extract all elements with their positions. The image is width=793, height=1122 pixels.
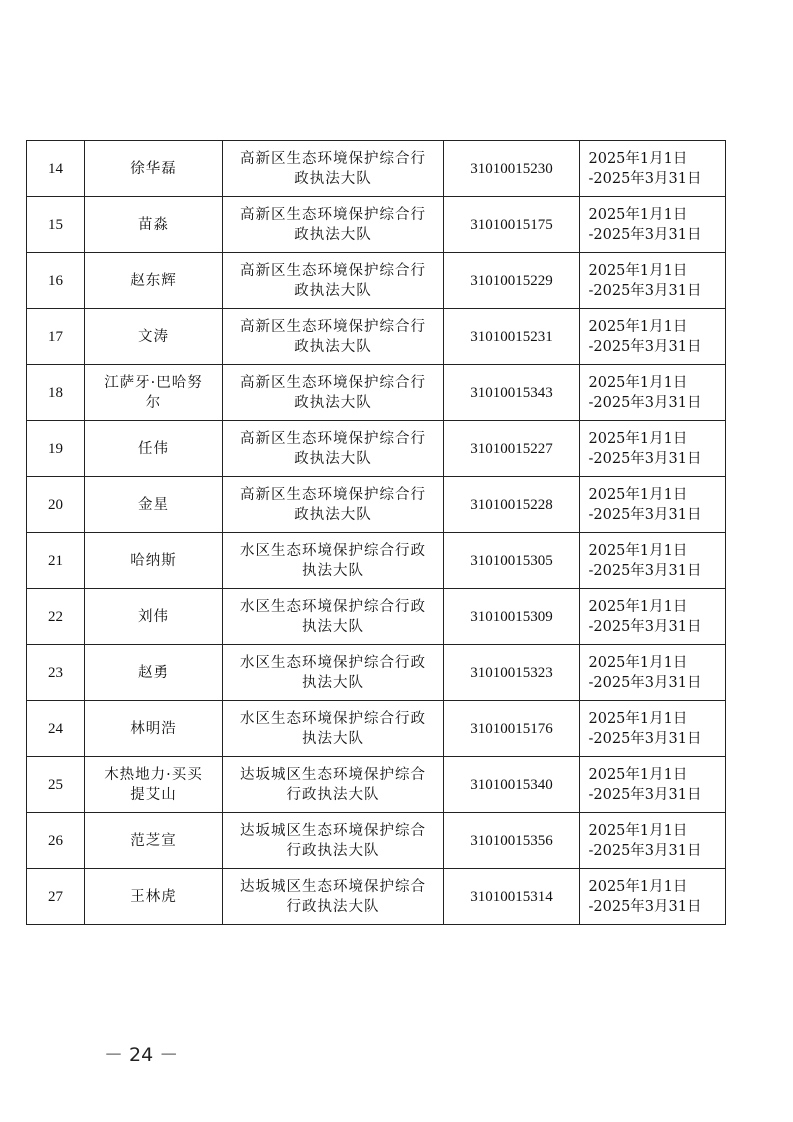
period-cell [580,253,726,309]
department-name: 水区生态环境保护综合行政执法大队 [240,654,426,691]
row-number: 14 [48,160,63,177]
period-cell [580,757,726,813]
table-row [27,309,726,365]
department-cell [223,757,444,813]
period-start: 2025年1月1日 [588,486,688,503]
certificate-cell [444,309,580,365]
person-name: 范芝宣 [130,832,177,849]
certificate-cell [444,141,580,197]
period-cell [580,533,726,589]
row-number: 22 [48,608,63,625]
department-cell [223,141,444,197]
table-row [27,197,726,253]
row-number-cell [27,197,85,253]
person-name: 哈纳斯 [130,552,177,569]
period-end: -2025年3月31日 [588,898,702,915]
validity-period [589,373,717,413]
certificate-number: 31010015227 [470,440,553,457]
certificate-cell [444,533,580,589]
validity-period [589,205,717,245]
period-cell [580,869,726,925]
period-start: 2025年1月1日 [588,766,688,783]
department-name: 高新区生态环境保护综合行政执法大队 [240,486,426,523]
period-start: 2025年1月1日 [588,878,688,895]
name-cell [85,813,223,869]
period-start: 2025年1月1日 [588,430,688,447]
person-name: 刘伟 [138,608,169,625]
validity-period [589,877,717,917]
period-end: -2025年3月31日 [588,562,702,579]
person-name: 赵勇 [138,664,169,681]
certificate-cell [444,813,580,869]
period-start: 2025年1月1日 [588,654,688,671]
validity-period [589,821,717,861]
period-end: -2025年3月31日 [588,842,702,859]
period-end: -2025年3月31日 [588,506,702,523]
row-number-cell [27,701,85,757]
period-end: -2025年3月31日 [588,282,702,299]
row-number: 24 [48,720,63,737]
period-start: 2025年1月1日 [588,598,688,615]
department-cell [223,701,444,757]
person-name: 木热地力·买买提艾山 [104,766,203,803]
certificate-number: 31010015309 [470,608,553,625]
person-name: 徐华磊 [130,160,177,177]
validity-period [589,261,717,301]
table-row [27,253,726,309]
certificate-cell [444,477,580,533]
period-end: -2025年3月31日 [588,674,702,691]
period-end: -2025年3月31日 [588,730,702,747]
page-number: － 24 － [104,1044,179,1066]
row-number-cell [27,869,85,925]
row-number-cell [27,645,85,701]
department-name: 达坂城区生态环境保护综合行政执法大队 [240,822,426,859]
person-name: 王林虎 [130,888,177,905]
department-cell [223,869,444,925]
person-name: 任伟 [138,440,169,457]
period-end: -2025年3月31日 [588,786,702,803]
period-cell [580,365,726,421]
row-number-cell [27,141,85,197]
period-cell [580,309,726,365]
row-number: 21 [48,552,63,569]
period-start: 2025年1月1日 [588,822,688,839]
table-row [27,645,726,701]
person-name: 文涛 [138,328,169,345]
person-name: 江萨牙·巴哈努尔 [104,374,203,411]
roster-table-body [27,141,726,925]
department-name: 水区生态环境保护综合行政执法大队 [240,598,426,635]
person-name: 苗淼 [138,216,169,233]
row-number: 26 [48,832,63,849]
name-cell [85,253,223,309]
certificate-cell [444,869,580,925]
certificate-number: 31010015343 [470,384,553,401]
department-name: 高新区生态环境保护综合行政执法大队 [240,374,426,411]
row-number: 23 [48,664,63,681]
table-row [27,141,726,197]
certificate-number: 31010015305 [470,552,553,569]
name-cell [85,141,223,197]
row-number-cell [27,365,85,421]
period-cell [580,421,726,477]
department-cell [223,421,444,477]
name-cell [85,757,223,813]
row-number: 20 [48,496,63,513]
row-number: 16 [48,272,63,289]
table-row [27,701,726,757]
certificate-number: 31010015323 [470,664,553,681]
certificate-cell [444,589,580,645]
period-cell [580,589,726,645]
period-cell [580,645,726,701]
row-number-cell [27,309,85,365]
table-row [27,757,726,813]
department-name: 达坂城区生态环境保护综合行政执法大队 [240,766,426,803]
validity-period [589,317,717,357]
department-cell [223,309,444,365]
name-cell [85,365,223,421]
row-number-cell [27,533,85,589]
table-row [27,365,726,421]
period-start: 2025年1月1日 [588,374,688,391]
certificate-number: 31010015229 [470,272,553,289]
department-name: 水区生态环境保护综合行政执法大队 [240,542,426,579]
period-end: -2025年3月31日 [588,226,702,243]
department-cell [223,533,444,589]
period-cell [580,813,726,869]
table-row [27,589,726,645]
period-end: -2025年3月31日 [588,618,702,635]
period-end: -2025年3月31日 [588,450,702,467]
name-cell [85,421,223,477]
name-cell [85,645,223,701]
certificate-number: 31010015356 [470,832,553,849]
table-row [27,869,726,925]
period-start: 2025年1月1日 [588,542,688,559]
roster-table [26,140,726,925]
name-cell [85,197,223,253]
certificate-number: 31010015231 [470,328,553,345]
validity-period [589,709,717,749]
row-number-cell [27,253,85,309]
certificate-cell [444,645,580,701]
row-number: 25 [48,776,63,793]
department-name: 高新区生态环境保护综合行政执法大队 [240,262,426,299]
department-cell [223,253,444,309]
department-cell [223,645,444,701]
row-number-cell [27,813,85,869]
row-number: 27 [48,888,63,905]
department-name: 水区生态环境保护综合行政执法大队 [240,710,426,747]
department-name: 高新区生态环境保护综合行政执法大队 [240,430,426,467]
person-name: 赵东辉 [130,272,177,289]
period-cell [580,477,726,533]
certificate-number: 31010015340 [470,776,553,793]
validity-period [589,597,717,637]
person-name: 林明浩 [130,720,177,737]
table-row [27,477,726,533]
department-name: 高新区生态环境保护综合行政执法大队 [240,318,426,355]
table-row [27,533,726,589]
validity-period [589,765,717,805]
certificate-cell [444,701,580,757]
department-name: 高新区生态环境保护综合行政执法大队 [240,206,426,243]
name-cell [85,533,223,589]
period-end: -2025年3月31日 [588,170,702,187]
name-cell [85,477,223,533]
row-number: 17 [48,328,63,345]
row-number: 15 [48,216,63,233]
department-cell [223,365,444,421]
table-row [27,813,726,869]
certificate-cell [444,365,580,421]
department-cell [223,477,444,533]
certificate-number: 31010015314 [470,888,553,905]
certificate-number: 31010015228 [470,496,553,513]
row-number-cell [27,421,85,477]
row-number: 19 [48,440,63,457]
period-start: 2025年1月1日 [588,318,688,335]
row-number-cell [27,477,85,533]
period-start: 2025年1月1日 [588,150,688,167]
name-cell [85,309,223,365]
period-start: 2025年1月1日 [588,206,688,223]
person-name: 金星 [138,496,169,513]
name-cell [85,589,223,645]
validity-period [589,149,717,189]
period-cell [580,141,726,197]
department-cell [223,197,444,253]
period-end: -2025年3月31日 [588,394,702,411]
certificate-cell [444,197,580,253]
name-cell [85,701,223,757]
validity-period [589,541,717,581]
period-cell [580,701,726,757]
validity-period [589,653,717,693]
certificate-cell [444,757,580,813]
period-start: 2025年1月1日 [588,262,688,279]
period-start: 2025年1月1日 [588,710,688,727]
department-name: 达坂城区生态环境保护综合行政执法大队 [240,878,426,915]
row-number-cell [27,589,85,645]
certificate-cell [444,421,580,477]
certificate-number: 31010015230 [470,160,553,177]
name-cell [85,869,223,925]
validity-period [589,429,717,469]
certificate-number: 31010015176 [470,720,553,737]
table-row [27,421,726,477]
department-cell [223,589,444,645]
period-cell [580,197,726,253]
department-name: 高新区生态环境保护综合行政执法大队 [240,150,426,187]
certificate-number: 31010015175 [470,216,553,233]
row-number: 18 [48,384,63,401]
validity-period [589,485,717,525]
department-cell [223,813,444,869]
row-number-cell [27,757,85,813]
certificate-cell [444,253,580,309]
period-end: -2025年3月31日 [588,338,702,355]
